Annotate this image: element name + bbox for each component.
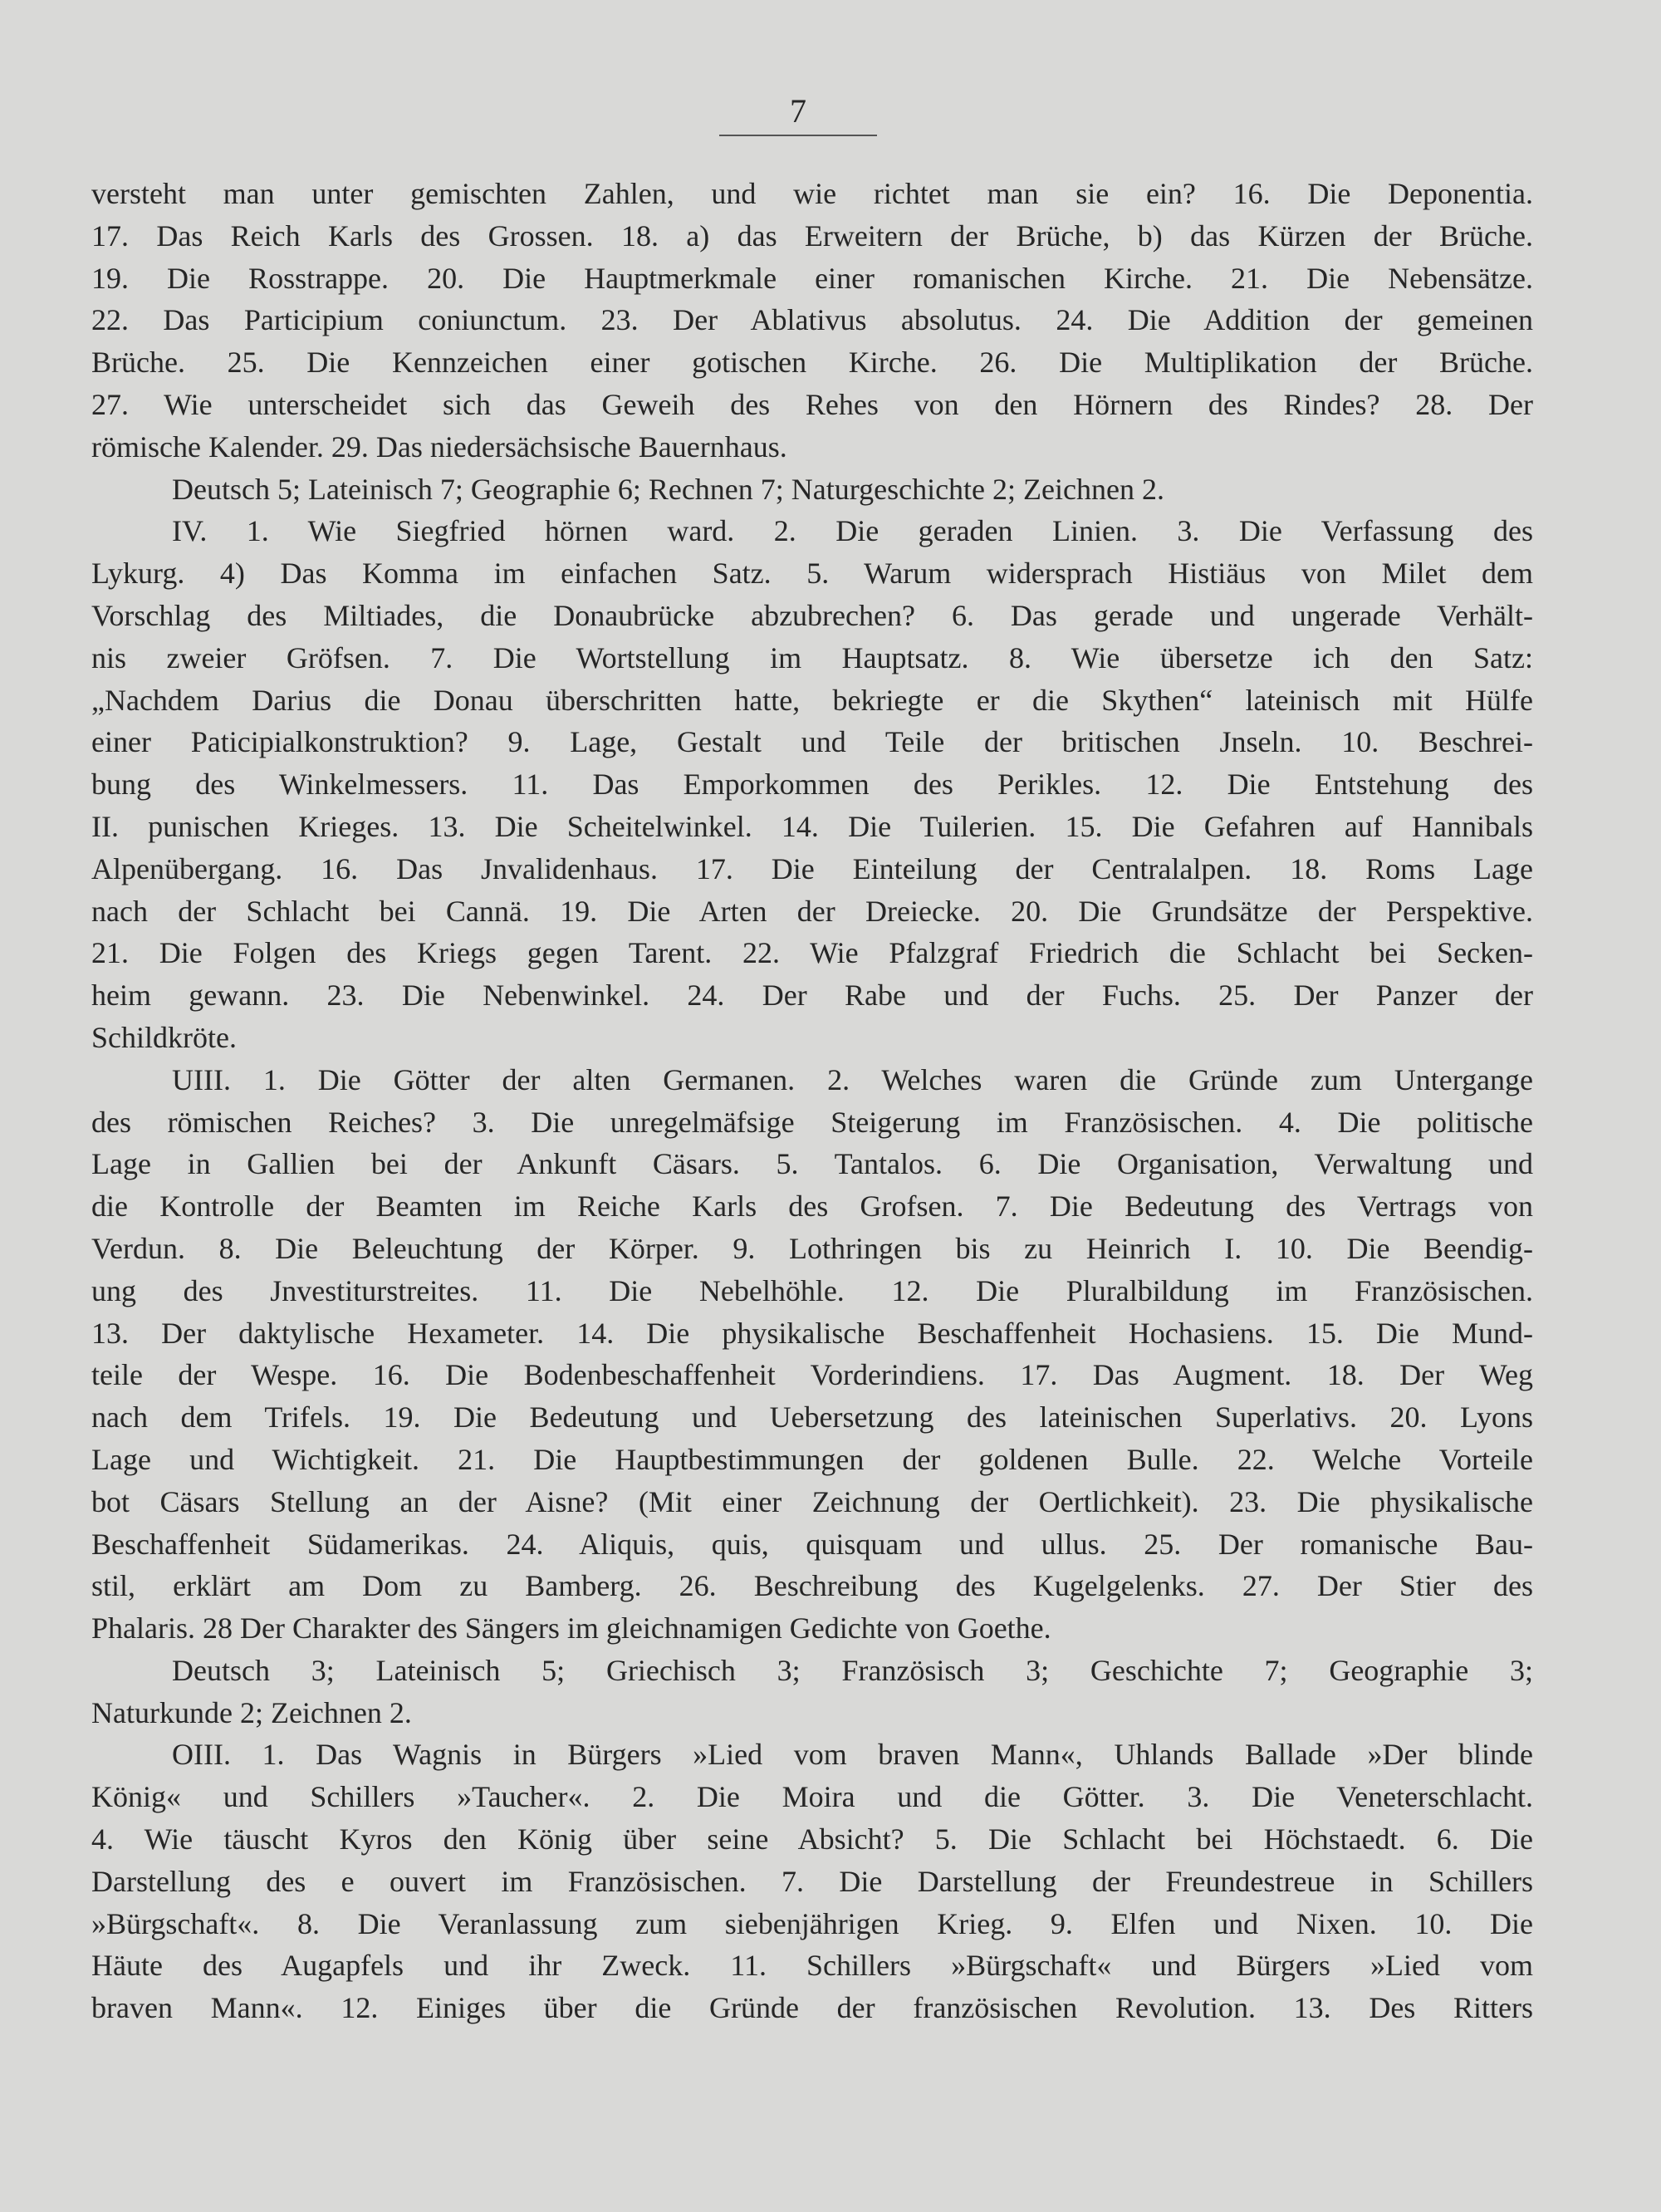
- text-line: bung des Winkelmessers. 11. Das Emporkommen des Perikles. 12. Die Entstehung des: [91, 768, 1533, 802]
- text-line: 19. Die Rosstrappe. 20. Die Hauptmerkmale einer romanischen Kirche. 21. Die Nebensätze.: [91, 261, 1533, 295]
- page-number-rule: [719, 135, 877, 136]
- text-line: 4. Wie täuscht Kyros den König über seine Absicht? 5. Die Schlacht bei Höchstaedt. 6. Die: [91, 1822, 1533, 1856]
- text-line: stil, erklärt am Dom zu Bamberg. 26. Beschreibung des Kugelgelenks. 27. Der Stier des: [91, 1569, 1533, 1603]
- text-line: ung des Jnvestiturstreites. 11. Die Nebelhöhle. 12. Die Pluralbildung im Französischen.: [91, 1273, 1533, 1307]
- text-line: OIII. 1. Das Wagnis in Bürgers »Lied vom braven Mann«, Uhlands Ballade »Der blinde: [172, 1738, 1533, 1772]
- paragraph: [91, 1650, 1533, 1734]
- text-line: einer Paticipialkonstruktion? 9. Lage, Gestalt und Teile der britischen Jnseln. 10. Beschrei-: [91, 725, 1533, 759]
- paragraph: [91, 1059, 1533, 1650]
- text-line: versteht man unter gemischten Zahlen, und wie richtet man sie ein? 16. Die Deponentia.: [91, 177, 1533, 210]
- text-line: Lykurg. 4) Das Komma im einfachen Satz. 5. Warum widersprach Histiäus von Milet dem: [91, 557, 1533, 591]
- text-line: Naturkunde 2; Zeichnen 2.: [91, 1695, 412, 1729]
- text-line: Lage und Wichtigkeit. 21. Die Hauptbestimmungen der goldenen Bulle. 22. Welche Vorteile: [91, 1442, 1533, 1476]
- text-line: Vorschlag des Miltiades, die Donaubrücke abzubrechen? 6. Das gerade und ungerade Verhält-: [91, 598, 1533, 632]
- text-line: die Kontrolle der Beamten im Reiche Karls des Grofsen. 7. Die Bedeutung des Vertrags von: [91, 1189, 1533, 1224]
- paragraph: [91, 1734, 1533, 2029]
- text-line: »Bürgschaft«. 8. Die Veranlassung zum siebenjährigen Krieg. 9. Elfen und Nixen. 10. Die: [91, 1906, 1533, 1940]
- text-line: Darstellung des e ouvert im Französischen. 7. Die Darstellung der Freundestreue in Schillers: [91, 1864, 1533, 1898]
- text-line: 13. Der daktylische Hexameter. 14. Die physikalische Beschaffenheit Hochasiens. 15. Die Mund-: [91, 1316, 1533, 1350]
- text-line: des römischen Reiches? 3. Die unregelmäfsige Steigerung im Französischen. 4. Die politische: [91, 1105, 1533, 1139]
- text-line: II. punischen Krieges. 13. Die Scheitelwinkel. 14. Die Tuilerien. 15. Die Gefahren auf Hannibals: [91, 809, 1533, 843]
- text-line: „Nachdem Darius die Donau überschritten hatte, bekriegte er die Skythen“ lateinisch mit Hülfe: [91, 683, 1533, 717]
- page-body: [91, 173, 1533, 2029]
- text-line: 21. Die Folgen des Kriegs gegen Tarent. 22. Wie Pfalzgraf Friedrich die Schlacht bei Secken-: [91, 936, 1533, 970]
- text-line: heim gewann. 23. Die Nebenwinkel. 24. Der Rabe und der Fuchs. 25. Der Panzer der: [91, 978, 1533, 1013]
- text-line: Deutsch 5; Lateinisch 7; Geographie 6; Rechnen 7; Naturgeschichte 2; Zeichnen 2.: [172, 472, 1164, 506]
- text-line: Verdun. 8. Die Beleuchtung der Körper. 9. Lothringen bis zu Heinrich I. 10. Die Beendig-: [91, 1231, 1533, 1265]
- text-line: 27. Wie unterscheidet sich das Geweih des Rehes von den Hörnern des Rindes? 28. Der: [91, 387, 1533, 421]
- page-number: 7: [790, 92, 806, 130]
- text-line: UIII. 1. Die Götter der alten Germanen. 2. Welches waren die Gründe zum Untergange: [172, 1062, 1533, 1096]
- paragraph: [91, 468, 1533, 511]
- text-line: römische Kalender. 29. Das niedersächsische Bauernhaus.: [91, 429, 787, 463]
- text-line: braven Mann«. 12. Einiges über die Gründe der französischen Revolution. 13. Des Ritters: [91, 1991, 1533, 2025]
- text-line: teile der Wespe. 16. Die Bodenbeschaffenheit Vorderindiens. 17. Das Augment. 18. Der Weg: [91, 1358, 1533, 1392]
- text-line: nis zweier Gröfsen. 7. Die Wortstellung im Hauptsatz. 8. Wie übersetze ich den Satz:: [91, 640, 1533, 674]
- paragraph: [91, 510, 1533, 1058]
- text-line: Alpenübergang. 16. Das Jnvalidenhaus. 17. Die Einteilung der Centralalpen. 18. Roms Lage: [91, 851, 1533, 885]
- text-line: nach dem Trifels. 19. Die Bedeutung und Uebersetzung des lateinischen Superlativs. 20. Lyons: [91, 1400, 1533, 1435]
- text-line: Beschaffenheit Südamerikas. 24. Aliquis, quis, quisquam und ullus. 25. Der romanische Bau-: [91, 1527, 1533, 1561]
- text-line: 22. Das Participium coniunctum. 23. Der Ablativus absolutus. 24. Die Addition der gemeinen: [91, 303, 1533, 337]
- text-line: Deutsch 3; Lateinisch 5; Griechisch 3; Französisch 3; Geschichte 7; Geographie 3;: [172, 1653, 1533, 1687]
- text-line: 17. Das Reich Karls des Grossen. 18. a) das Erweitern der Brüche, b) das Kürzen der Brüche.: [91, 218, 1533, 253]
- text-line: Phalaris. 28 Der Charakter des Sängers im gleichnamigen Gedichte von Goethe.: [91, 1611, 1051, 1646]
- text-line: König« und Schillers »Taucher«. 2. Die Moira und die Götter. 3. Die Veneterschlacht.: [91, 1780, 1533, 1814]
- text-line: Lage in Gallien bei der Ankunft Cäsars. 5. Tantalos. 6. Die Organisation, Verwaltung und: [91, 1147, 1533, 1181]
- text-line: Schildkröte.: [91, 1020, 237, 1054]
- text-line: Häute des Augapfels und ihr Zweck. 11. Schillers »Bürgschaft« und Bürgers »Lied vom: [91, 1949, 1533, 1983]
- text-line: IV. 1. Wie Siegfried hörnen ward. 2. Die geraden Linien. 3. Die Verfassung des: [172, 514, 1533, 548]
- text-line: nach der Schlacht bei Cannä. 19. Die Arten der Dreiecke. 20. Die Grundsätze der Perspektive.: [91, 894, 1533, 928]
- paragraph: [91, 173, 1533, 468]
- text-line: Brüche. 25. Die Kennzeichen einer gotischen Kirche. 26. Die Multiplikation der Brüche.: [91, 346, 1533, 380]
- text-line: bot Cäsars Stellung an der Aisne? (Mit einer Zeichnung der Oertlichkeit). 23. Die physikalische: [91, 1484, 1533, 1518]
